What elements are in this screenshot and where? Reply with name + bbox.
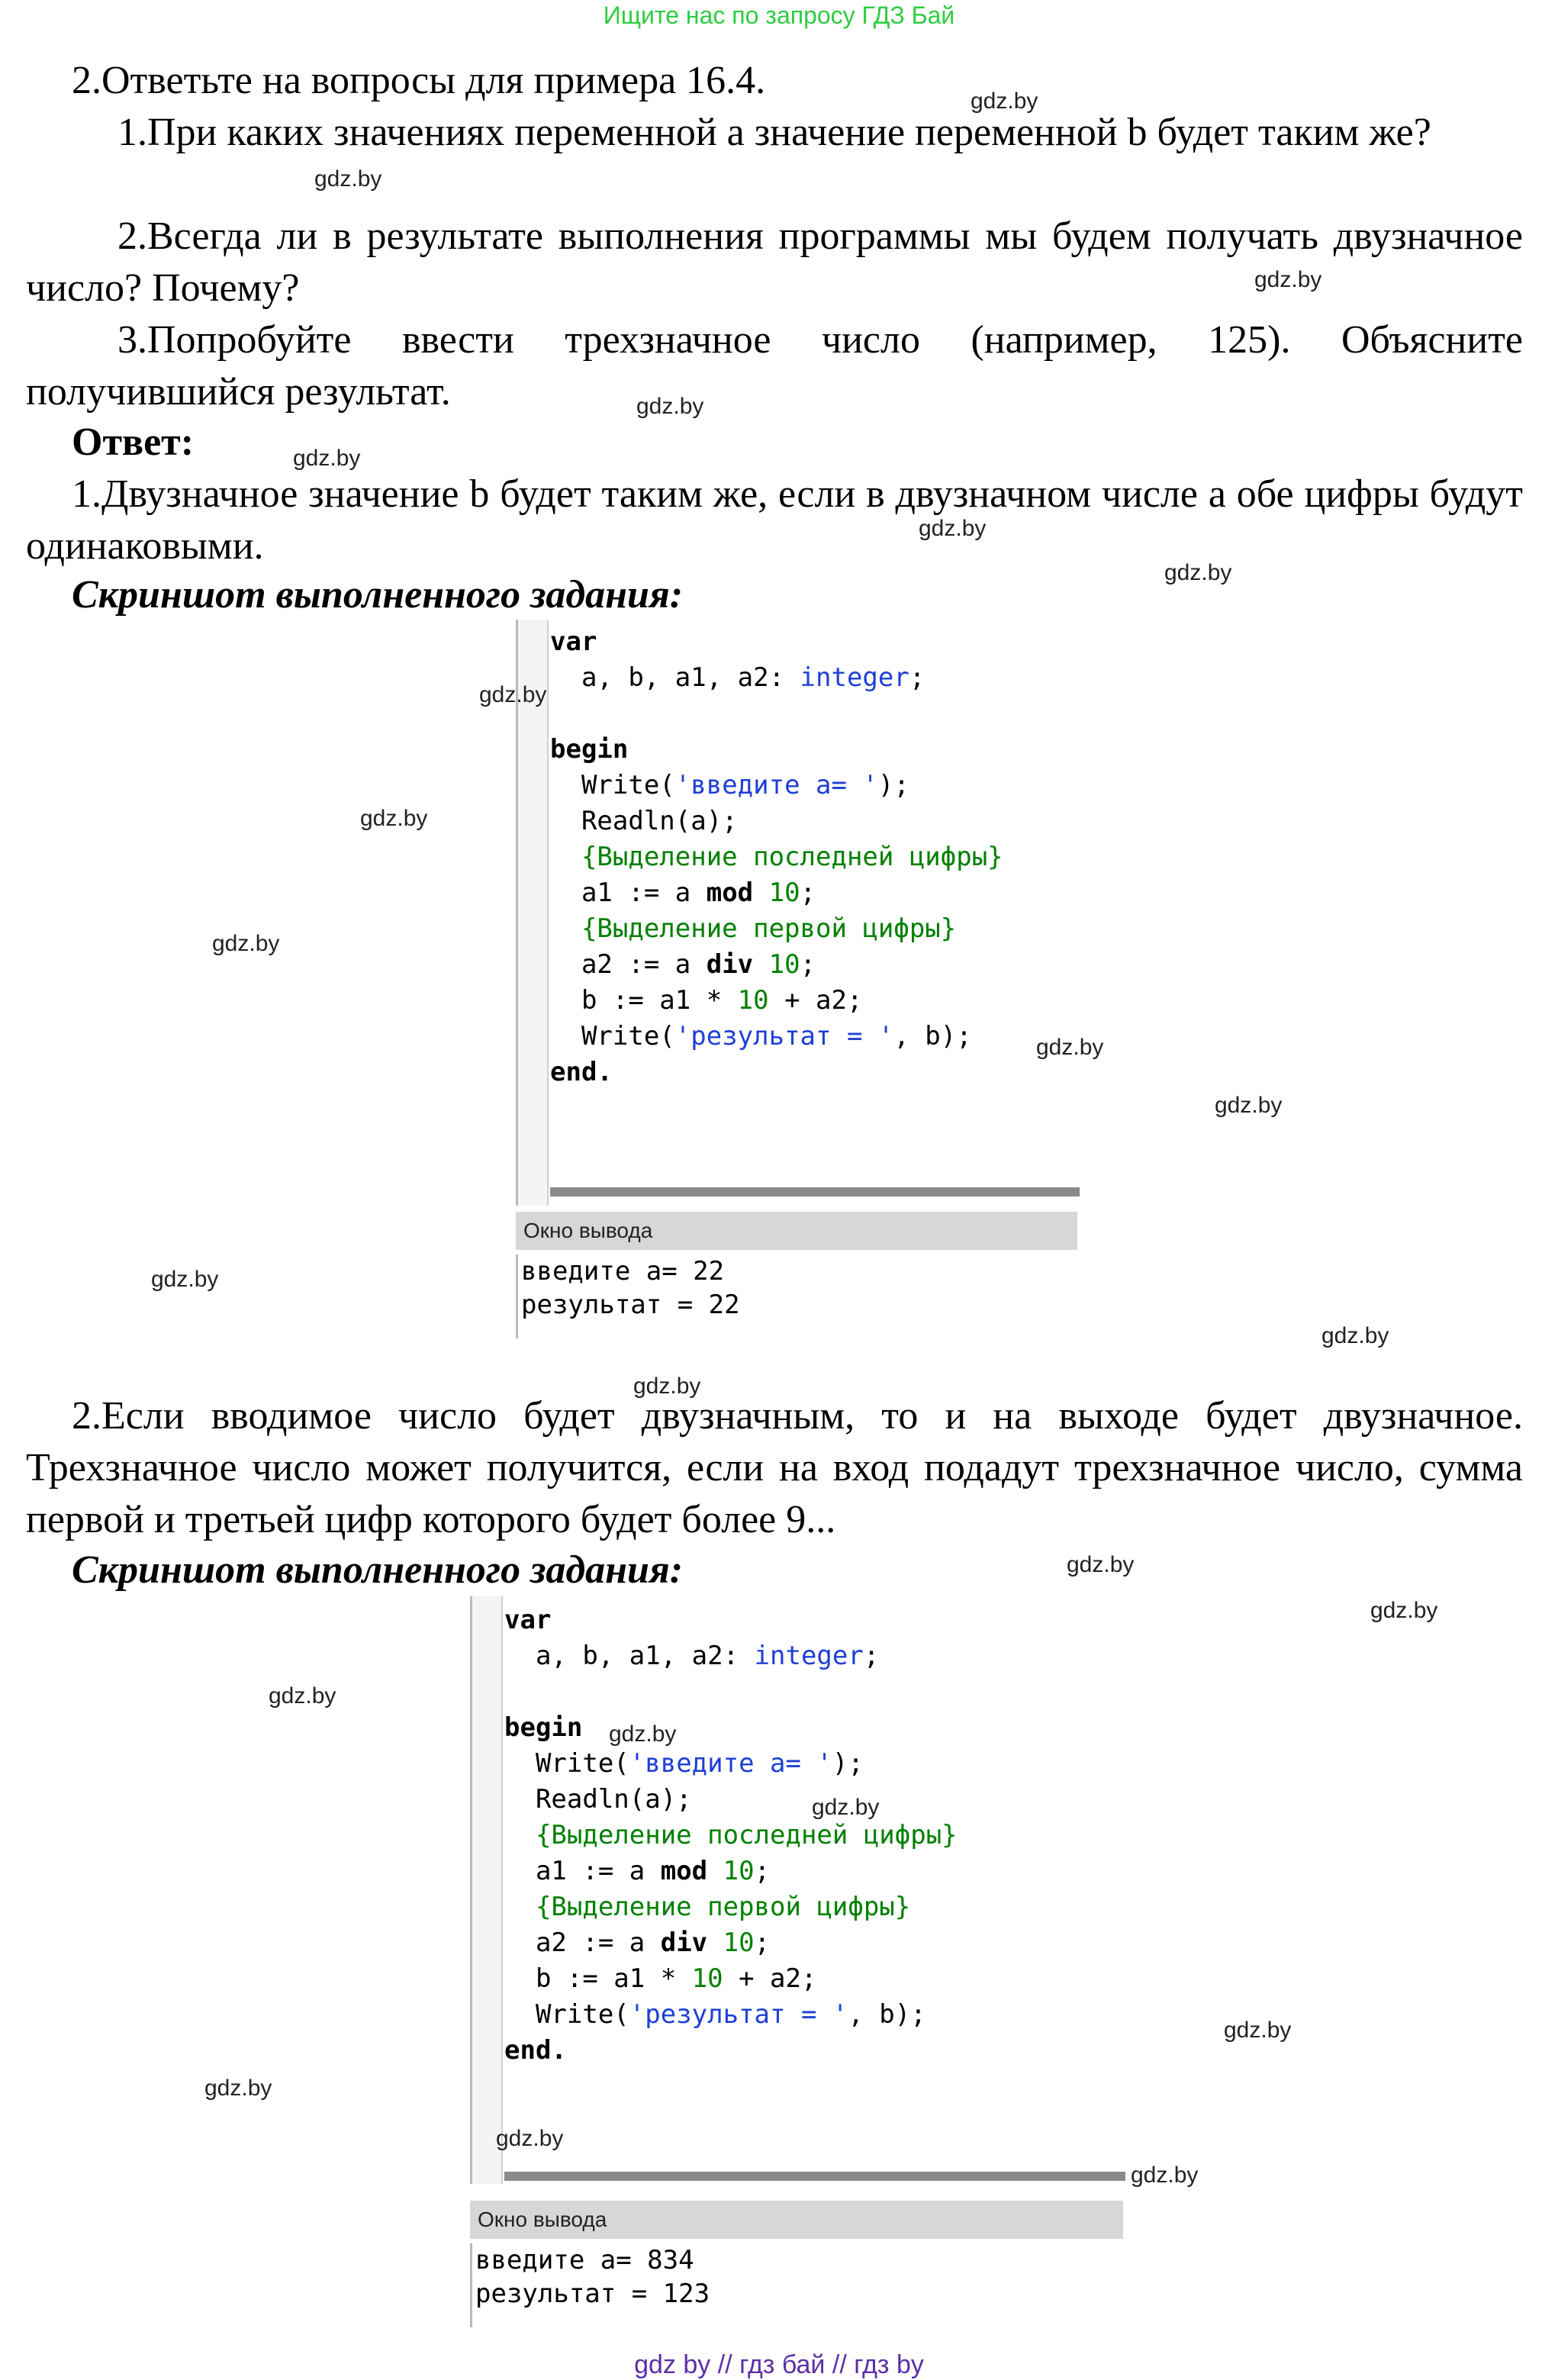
watermark: gdz.by bbox=[636, 394, 704, 419]
question-3: 3.Попробуйте ввести трехзначное число (например, 125). Объясните получившийся результат. bbox=[26, 318, 1523, 414]
editor-gutter bbox=[472, 1596, 503, 2184]
watermark: gdz.by bbox=[1036, 1035, 1104, 1060]
footer-links[interactable]: gdz by // гдз бай // гдз by bbox=[634, 2350, 924, 2379]
code-editor-1 bbox=[516, 620, 1080, 1206]
output-window-title: Окно вывода bbox=[516, 1212, 1077, 1250]
watermark: gdz.by bbox=[1067, 1552, 1135, 1577]
horizontal-scrollbar[interactable] bbox=[504, 2172, 1125, 2181]
watermark: gdz.by bbox=[212, 931, 280, 956]
watermark: gdz.by bbox=[1321, 1323, 1389, 1348]
watermark: gdz.by bbox=[1215, 1093, 1283, 1118]
task-title: 2.Ответьте на вопросы для примера 16.4. bbox=[72, 59, 766, 102]
watermark: gdz.by bbox=[496, 2126, 564, 2151]
site-header: Ищите нас по запросу ГДЗ Бай bbox=[603, 2, 955, 29]
output-window-title: Окно вывода bbox=[470, 2201, 1123, 2239]
code-editor-2 bbox=[470, 1596, 1125, 2184]
screenshot-label-2: Скриншот выполненного задания: bbox=[72, 1548, 684, 1592]
watermark: gdz.by bbox=[633, 1374, 701, 1399]
watermark: gdz.by bbox=[293, 446, 361, 471]
watermark: gdz.by bbox=[919, 516, 987, 541]
watermark: gdz.by bbox=[1370, 1598, 1438, 1623]
output-window-2: введите a= 834 результат = 123 bbox=[470, 2243, 1128, 2327]
watermark: gdz.by bbox=[204, 2076, 272, 2101]
watermark: gdz.by bbox=[971, 89, 1038, 114]
code-listing-1: var a, b, a1, a2: integer; begin Write('введите a= '); Readln(a); {Выделение последней цифры} a1 := a mod 10; {Выделение первой цифры} a2 := a div 10; b := a1 * 10 + a2; Write('результат = ', b); end. bbox=[550, 626, 1003, 1087]
watermark: gdz.by bbox=[269, 1683, 336, 1709]
watermark: gdz.by bbox=[314, 166, 382, 192]
question-2: 2.Всегда ли в результате выполнения программы мы будем получать двузначное число? Почему? bbox=[26, 214, 1523, 310]
watermark: gdz.by bbox=[609, 1721, 677, 1747]
answer-label: Ответ: bbox=[72, 420, 195, 464]
horizontal-scrollbar[interactable] bbox=[550, 1187, 1080, 1196]
watermark: gdz.by bbox=[479, 682, 547, 707]
watermark: gdz.by bbox=[1164, 560, 1232, 585]
watermark: gdz.by bbox=[812, 1795, 880, 1820]
watermark: gdz.by bbox=[151, 1267, 219, 1292]
answer-2: 2.Если вводимое число будет двузначным, то и на выходе будет двузначное. Трехзначное число может получится, если на вход подадут трехзначное число, сумма первой и третьей цифр которого будет более 9... bbox=[26, 1394, 1523, 1541]
question-1: 1.При каких значениях переменной a значение переменной b будет таким же? bbox=[117, 111, 1431, 154]
output-window-1: введите a= 22 результат = 22 bbox=[516, 1254, 1083, 1338]
screenshot-label-1: Скриншот выполненного задания: bbox=[72, 573, 684, 617]
watermark: gdz.by bbox=[1224, 2018, 1292, 2043]
watermark: gdz.by bbox=[1254, 267, 1322, 292]
code-listing-2: var a, b, a1, a2: integer; begin Write('введите a= '); Readln(a); {Выделение последней цифры} a1 := a mod 10; {Выделение первой цифры} a2 := a div 10; b := a1 * 10 + a2; Write('результат = ', b); end. bbox=[504, 1605, 958, 2066]
answer-1: 1.Двузначное значение b будет таким же, если в двузначном числе a обе цифры будут одинаковыми. bbox=[26, 472, 1523, 568]
watermark: gdz.by bbox=[1131, 2163, 1199, 2188]
watermark: gdz.by bbox=[360, 806, 428, 831]
